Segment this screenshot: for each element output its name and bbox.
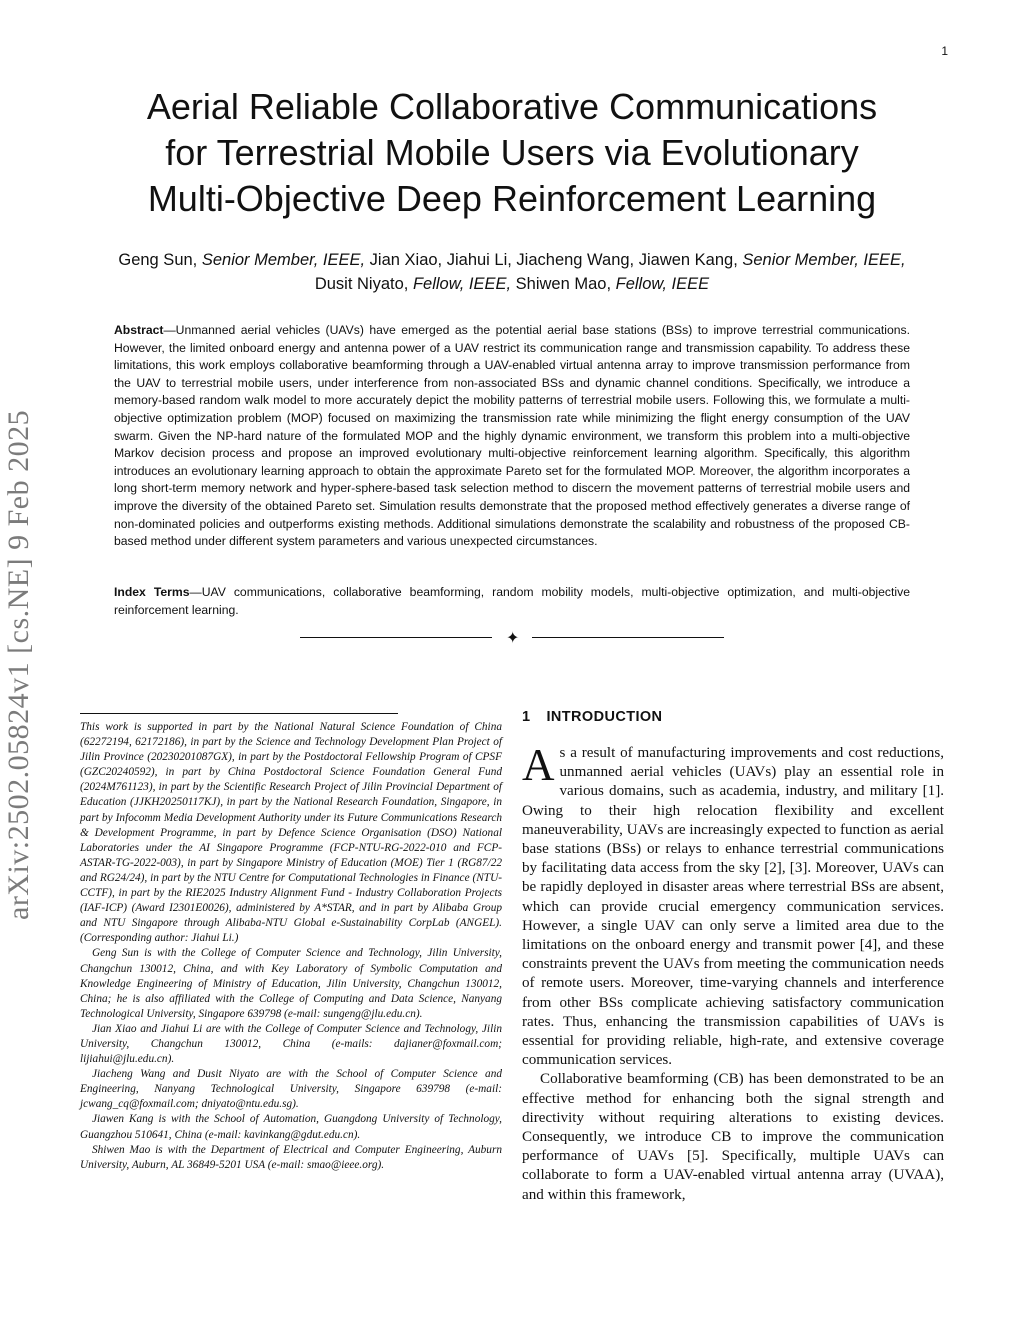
author-membership: Senior Member, IEEE, [742, 251, 906, 269]
index-terms [114, 584, 910, 619]
paragraph: Collaborative beamforming (CB) has been demonstrated to be an effective method for enhancing both the signal strength and directivity without requiring alterations to existing devices. Consequently, we introduce CB to improve the communication performance of UAVs [5]. Specifically, multiple UAVs can collaborate to form a UAV-enabled virtual antenna array (UVAA), and within this framework, [522, 1071, 944, 1203]
index-terms-label: Index Terms [114, 585, 190, 599]
author-names: Dusit Niyato, [314, 275, 413, 293]
index-terms-text: —UAV communications, collaborative beamforming, random mobility models, multi-objective optimization, and multi-objective reinforcement learning. [114, 585, 910, 617]
introduction-body [522, 740, 944, 1205]
author-names: Geng Sun, [118, 251, 202, 269]
author-membership: Fellow, IEEE [615, 275, 710, 293]
footnote-funding: This work is supported in part by the National Natural Science Foundation of China (62272194, 62172186), in part by the Science and Technology Development Plan Project of Jilin Province (20230201087GX), in part by the Postdoctoral Fellowship Program of CPSF (GZC20240592), in part by China Postdoctoral Science Foundation General Fund (2024M761123), in part by the Scientific Research Project of Jilin Provincial Department of Education (JJKH20250117KJ), in part by the National Research Foundation, Singapore, in part by Infocomm Media Development Authority under its Future Communications Research & Development Programme, in part by Defence Science Organisation (DSO) National Laboratories under the AI Singapore Programme (FCP-NTU-RG-2022-010 and FCP-ASTAR-TG-2022-003), in part by Singapore Ministry of Education (MOE) Tier 1 (RG87/22 and RG24/24), in part by the NTU Centre for Computational Technologies in Finance (NTU-CCTF), in part by the RIE2025 Industry Alignment Fund - Industry Collaboration Projects (IAF-ICP) (Award I2301E0026), administered by A*STAR, and in part by Alibaba Group and NTU Singapore through Alibaba-NTU Global e-Sustainability CorpLab (ANGEL). (Corresponding author: Jiahui Li.) [80, 721, 502, 945]
author-list [110, 248, 914, 296]
footnote-rule [80, 713, 398, 714]
paragraph-text: s a result of manufacturing improvements and cost reductions, unmanned aerial vehicles (UAVs) play an essential role in various domains, such as academia, industry, and military [1]. Owing to their high relocation flexibility and excellent maneuverability, UAVs are increasingly expected to function as aerial base stations (BSs) or relays to enhance terrestrial communications by facilitating data access from the sky [2], [3]. Moreover, UAVs can be rapidly deployed in disaster areas where terrestrial BSs are absent, which can provide crucial emergency communication services. However, a single UAV can only serve a limited area due to the limitations on the onboard energy and transmit power [4], and these constraints prevent the UAVs from meeting the communication needs of remote users. Moreover, time-varying channels and interference from other BSs complicate achieving satisfactory communication rates. Thus, enhancing the transmission capabilities of UAVs is essential for providing reliable, high-rate, and extensive coverage communication services. [522, 745, 944, 1069]
section-heading [522, 709, 662, 725]
separator-rule [300, 637, 492, 638]
author-membership: Senior Member, IEEE, [201, 251, 366, 269]
author-names: Shiwen Mao, [511, 275, 616, 293]
footnote-affiliation: Jiacheng Wang and Dusit Niyato are with the School of Computer Science and Engineering, Nanyang Technological University, Singapore 639798 (e-mail: jcwang_cq@foxmail.com; dniyato@ntu.edu.sg). [80, 1068, 502, 1111]
paper-title [80, 84, 944, 222]
author-membership: Fellow, IEEE, [412, 275, 512, 293]
abstract-text: —Unmanned aerial vehicles (UAVs) have emerged as the potential aerial base stations (BSs) to improve terrestrial communications. However, the limited onboard energy and antenna power of a UAV restrict its communication range and transmission capability. To address these limitations, this work employs collaborative beamforming through a UAV-enabled virtual antenna array to improve transmission performance from the UAV to terrestrial mobile users, under interference from non-associated BSs and dynamic channel conditions. Specifically, we introduce a memory-based random walk model to more accurately depict the mobility patterns of terrestrial mobile users. Following this, we formulate a multi-objective optimization problem (MOP) focused on maximizing the transmission rate while minimizing the flight energy consumption of the UAV swarm. Given the NP-hard nature of the formulated MOP and the highly dynamic environment, we transform this problem into a multi-objective Markov decision process and propose an improved evolutionary multi-objective reinforcement learning algorithm. Specifically, this algorithm introduces an evolutionary learning approach to obtain the approximate Pareto set for the formulated MOP. Moreover, the algorithm incorporates a long short-term memory network and hyper-sphere-based task selection method to discern the movement patterns of terrestrial mobile users and improve the diversity of the obtained Pareto set. Simulation results demonstrate that the proposed method effectively generates a diverse range of non-dominated policies and outperforms existing methods. Additional simulations demonstrate the scalability and robustness of the proposed CB-based method under different system parameters and various unexpected circumstances. [114, 323, 910, 549]
section-number: 1 [522, 709, 531, 725]
title-line: for Terrestrial Mobile Users via Evolutionary [165, 132, 859, 173]
author-names: Jian Xiao, Jiahui Li, Jiacheng Wang, Jiawen Kang, [365, 251, 743, 269]
title-line: Multi-Objective Deep Reinforcement Learning [147, 178, 877, 219]
drop-cap: A [522, 740, 555, 790]
arxiv-identifier: arXiv:2502.05824v1 [cs.NE] 9 Feb 2025 [2, 409, 35, 920]
abstract [114, 322, 910, 551]
diamond-icon: ✦ [506, 628, 520, 647]
footnotes [80, 720, 502, 1173]
footnote-affiliation: Jiawen Kang is with the School of Automation, Guangdong University of Technology, Guangzhou 510641, China (e-mail: kavinkang@gdut.edu.cn). [80, 1113, 502, 1141]
title-line: Aerial Reliable Collaborative Communications [146, 86, 878, 127]
section-separator [300, 628, 724, 648]
footnote-affiliation: Jian Xiao and Jiahui Li are with the College of Computer Science and Technology, Jilin University, Changchun 130012, China (e-mails: dajianer@foxmail.com; lijiahui@jlu.edu.cn). [80, 1022, 502, 1066]
page-number: 1 [941, 44, 948, 58]
abstract-label: Abstract [114, 323, 164, 337]
separator-rule [532, 637, 724, 638]
section-title: INTRODUCTION [546, 709, 663, 725]
footnote-affiliation: Shiwen Mao is with the Department of Electrical and Computer Engineering, Auburn University, Auburn, AL 36849-5201 USA (e-mail: smao@ieee.org). [80, 1143, 502, 1171]
footnote-affiliation: Geng Sun is with the College of Computer Science and Technology, Jilin University, Changchun 130012, China, and with Key Laboratory of Symbolic Computation and Knowledge Engineering of Ministry of Education, Jilin University, Changchun 130012, China; he is also affiliated with the College of Computing and Data Science, Nanyang Technological University, Singapore 639798 (e-mail: sungeng@jlu.edu.cn). [80, 947, 502, 1020]
paragraph [522, 740, 944, 1070]
